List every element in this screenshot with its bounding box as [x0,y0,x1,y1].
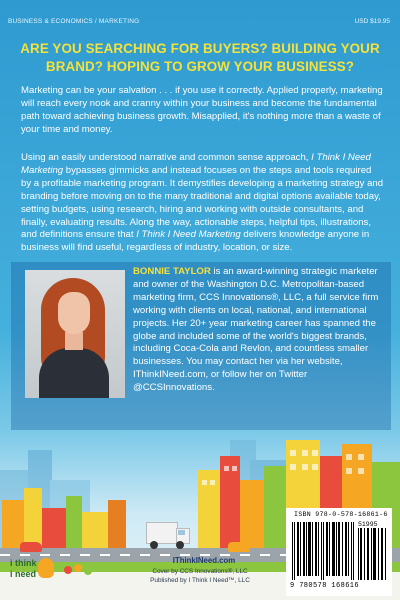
addon-barcode-bars [358,528,388,580]
author-bio-panel [11,262,391,430]
author-bio [133,266,383,395]
van-illustration [146,522,190,548]
website-url: IThinkINeed.com [172,556,236,565]
description-text-b: bypasses gimmicks and instead focuses on the steps and tools required by a profitable marketing program. It demystifies developing a marketing strategy and branding before moving on to the many traditional and digital options available today, setting budgets, using research, hiring and working with outside consultants, and finally, evaluating results. Along the way, actionable steps, helpful tips, illustrations, and definitions ensure that [21,164,384,241]
car-illustration [228,542,250,552]
ean-number: 9 780578 168616 [290,582,360,590]
cover-credit: Cover by CCS Innovations®, LLC [152,568,248,575]
logo-text-line1: i think [10,558,37,568]
publisher-logo [10,556,54,592]
price-label: USD $19.95 [354,18,390,25]
description-text-c: delivers knowledge anyone in business will find useful, regardless of industry, location, or size. [21,229,370,254]
publisher-credits [112,568,288,585]
isbn-number: ISBN 978-0-578-16861-6 [294,511,388,518]
description-text-a: Using an easily understood narrative and common sense approach, [21,152,312,163]
logo-text-line2: i need [10,569,37,579]
author-bio-text: is an award-winning strategic marketer and owner of the Washington D.C. Metropolitan-based marketing firm, CCS Innovations®, LLC, a full service firm working with clients on local, national, and international projects. Her 20+ year marketing career has spanned the globe and included some of the world's biggest brands, including Coca-Cola and Revlon, and countless smaller businesses. You may contact her via her website, IThinkINeed.com, or follow her on Twitter @CCSInnovations. [133,266,379,394]
price-addon-number: 51995 [358,521,378,528]
book-title-italic: I Think I Need Marketing [136,229,241,241]
owl-icon [38,558,54,578]
headline: ARE YOU SEARCHING FOR BUYERS? BUILDING YOUR BRAND? HOPING TO GROW YOUR BUSINESS? [20,41,380,74]
doodle-illustration [62,560,94,580]
publisher-credit: Published by I Think I Need™, LLC [150,576,250,584]
category-label: BUSINESS & ECONOMICS / MARKETING [8,18,140,25]
author-photo [25,270,125,398]
book-title-italic: I Think I Need Marketing [21,152,371,176]
barcode-bars [292,522,354,580]
isbn-barcode [286,508,392,596]
car-illustration [20,542,42,552]
intro-paragraph: Marketing can be your salvation . . . if you use it correctly. Applied properly, marketing will reach every nook and cranny within your business and become the fundamental path toward achieving business growth. Misapplied, it's nothing more than a waste of your time and money. [21,85,383,135]
author-name: BONNIE TAYLOR [133,266,211,277]
